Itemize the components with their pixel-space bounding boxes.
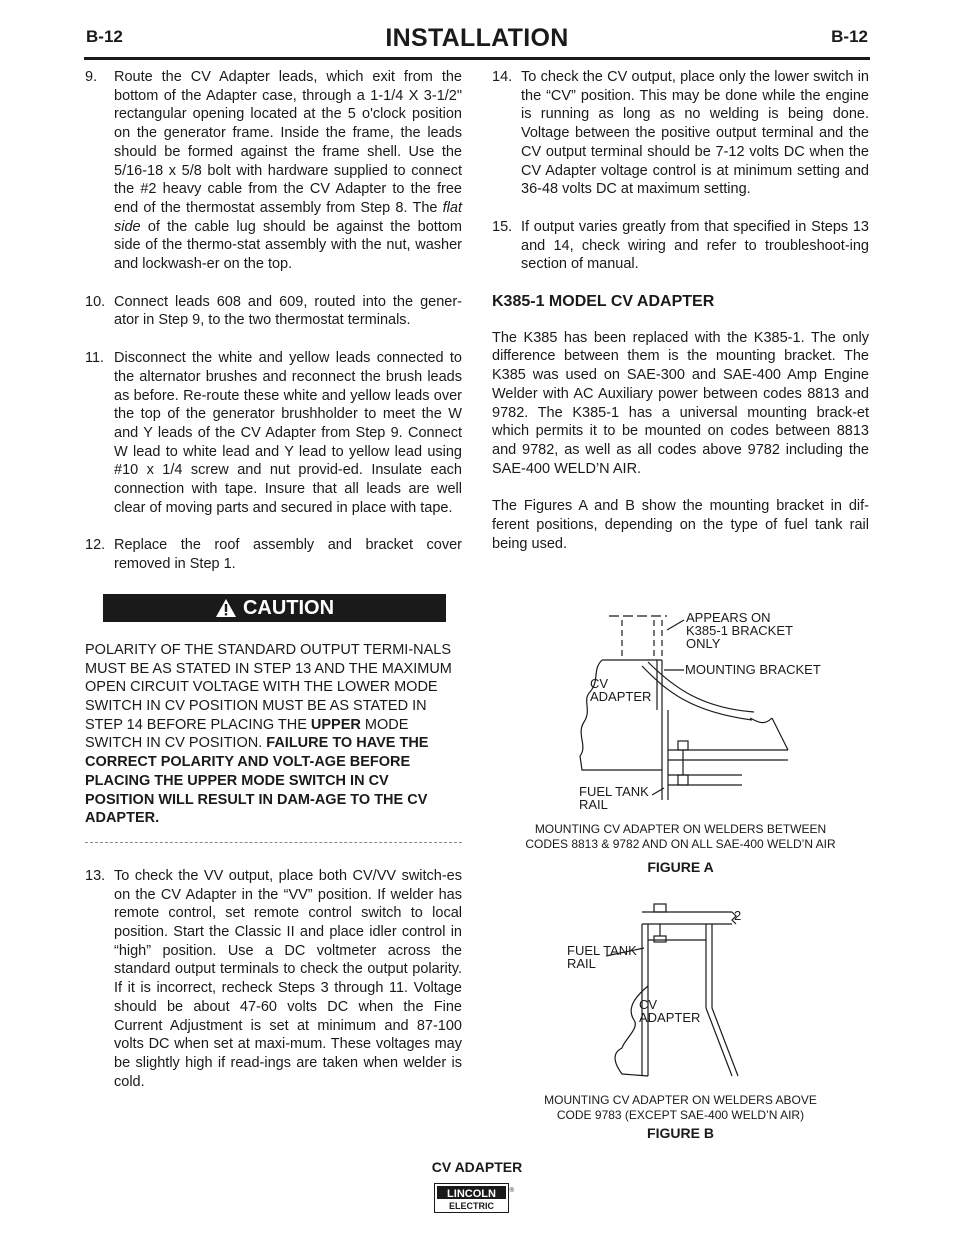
page-title: INSTALLATION — [385, 24, 569, 52]
step-number: 12. — [85, 537, 106, 554]
step-text-italic: flat side — [114, 199, 462, 235]
registered-mark: ® — [509, 1188, 514, 1194]
step-text: To check the CV output, place only the lower switch in the “CV” position. This may be done while the engine is running as long as no welding is being done. Voltage between the positive output terminal and the CV output terminal should be 7-12 volts DC when the CV Adapter voltage control is at minimum setting and 36-48 volts DC at maximum setting. — [521, 69, 869, 198]
fig-a-rail-label: FUEL TANK — [579, 784, 649, 799]
step-text: Disconnect the white and yellow leads connected to the alternator brushes and reconnect the brush leads as before. Re-route these white and yellow leads over the top of the generator brushholder to meet the W and Y leads of the CV Adapter from Step 9. Connect W lead to white lead and Y lead to yellow lead using #10 x 1/4 screw and nut provid-ed. Insulate each connection with tape. Insure that all leads are well clear of moving parts and secured in place with tape. — [114, 350, 462, 516]
step-text: Replace the roof assembly and bracket cover removed in Step 1. — [114, 537, 462, 573]
step-text: If output varies greatly from that specified in Steps 13 and 14, check wiring and refer to troubleshoot-ing section of manual. — [521, 218, 869, 273]
step-11 — [85, 349, 462, 517]
step-9 — [85, 68, 462, 274]
caption-line: MOUNTING CV ADAPTER ON WELDERS ABOVE — [544, 1093, 817, 1107]
dashed-divider — [85, 842, 462, 843]
step-number: 13. — [85, 867, 106, 884]
step-text: To check the VV output, place both CV/VV switch-es on the CV Adapter in the “VV” position. If welder has remote control, set remote control switch to local position. Start the Classic II and place idler control in “high” position. Use a DC voltmeter across the standard output terminals to check the output polarity. If it is incorrect, recheck Steps 3 through 11. Voltage should be about 47-60 volts DC when the Fine Current Adjustment is set at minimum and 87-100 volts DC when set at maxi-mum. These voltages may be slightly high if read-ings are taken when welder is cold. — [114, 867, 462, 1090]
fig-a-cv-label: CV — [590, 676, 609, 691]
step-number: 15. — [492, 218, 513, 235]
caution-text-bold: UPPER — [310, 716, 361, 733]
step-text: Connect leads 608 and 609, routed into the gener-ator in Step 9, to the two thermostat terminals. — [114, 293, 462, 329]
step-10 — [85, 293, 462, 330]
caution-text-bold: FAILURE TO HAVE THE CORRECT POLARITY AND VOLT-AGE BEFORE PLACING THE UPPER MODE SWITCH IN CV POSITION WILL RESULT IN DAM-AGE TO THE CV ADAPTER. — [85, 735, 429, 827]
page-number-right: B-12 — [831, 27, 868, 46]
step-number: 10. — [85, 293, 106, 310]
section-paragraph: The K385 has been replaced with the K385-1. The only difference between them is the mounting bracket. The K385 was used on SAE-300 and SAE-400 Amp Engine Welder with AC Auxiliary power between codes 8813 and 9782. The K385-1 has a universal mounting brack-et which permits it to be mounted on codes between 8813 and 9782, as well as all codes above 9782 including the SAE-400 WELD’N AIR. — [492, 329, 869, 477]
step-14 — [492, 68, 869, 199]
figure-a-title: FIGURE A — [647, 859, 714, 875]
caution-text-part: MODE SWITCH IN CV POSITION. — [85, 716, 409, 752]
section-paragraph: The Figures A and B show the mounting bracket in dif-ferent positions, depending on the type of fuel tank rail being used. — [492, 498, 869, 552]
footer-label: CV ADAPTER — [431, 1159, 523, 1175]
left-column — [85, 68, 462, 1110]
step-number: 14. — [492, 69, 513, 85]
caption-line: CODE 9783 (EXCEPT SAE-400 WELD’N AIR) — [556, 1108, 805, 1122]
fig-a-cv-label: ADAPTER — [590, 689, 652, 704]
header-rule — [84, 57, 870, 60]
figure-b-title: FIGURE B — [647, 1125, 714, 1141]
step-13 — [85, 867, 462, 1091]
figure-b-diagram — [492, 896, 869, 1090]
figure-b-caption — [492, 1093, 869, 1123]
caution-text — [85, 641, 462, 828]
fig-b-cv-label: ADAPTER — [639, 1010, 701, 1025]
warning-triangle-icon — [215, 598, 237, 618]
caution-label: CAUTION — [242, 596, 335, 619]
fig-a-rail-label: RAIL — [579, 797, 608, 812]
right-column — [492, 68, 869, 572]
step-number: 11. — [85, 350, 105, 367]
step-number: 9. — [85, 69, 98, 85]
figure-a-caption — [492, 822, 869, 852]
fig-b-cv-label: CV — [639, 997, 658, 1012]
step-text: of the cable lug should be against the bottom side of the thermo-stat assembly with the nut, washer and lockwash-er on the top. — [114, 218, 462, 273]
section-heading: K385-1 MODEL CV ADAPTER — [492, 293, 715, 311]
fig-b-rail-label: RAIL — [567, 956, 596, 971]
fig-a-mounting-label: MOUNTING BRACKET — [685, 662, 821, 677]
lincoln-electric-logo — [434, 1183, 512, 1213]
fig-b-rail-label: FUEL TANK — [567, 943, 637, 958]
caution-banner — [103, 594, 446, 622]
fig-a-appears-label: ONLY — [686, 636, 721, 651]
caption-line: CODES 8813 & 9782 AND ON ALL SAE-400 WELD’N AIR — [525, 837, 836, 851]
logo-text: ELECTRIC — [449, 1201, 494, 1211]
page-number-left: B-12 — [86, 27, 123, 46]
figure-a-diagram — [492, 600, 869, 818]
logo-text: LINCOLN — [447, 1188, 496, 1200]
fig-a-appears-label: APPEARS ON — [686, 610, 771, 625]
step-text: Route the CV Adapter leads, which exit from the bottom of the Adapter case, through a 1-1/4 X 3-1/2" rectangular opening located at the 5 o'clock position on the generator frame. Inside the frame, the leads should be formed against the frame shell. Use the 5/16-18 x 5/8 bolt with hardware supplied to connect the #2 heavy cable from the CV Adapter to the free end of the thermostat assembly from Step 8. The — [114, 69, 462, 216]
fig-b-number-label: 2 — [734, 908, 742, 923]
fig-a-appears-label: K385-1 BRACKET — [686, 623, 793, 638]
caution-text-part: POLARITY OF THE STANDARD OUTPUT TERMI-NALS MUST BE AS STATED IN STEP 13 AND THE MAXIMUM OPEN CIRCUIT VOLTAGE WITH THE LOWER MODE SWITCH IN CV POSITION MUST BE AS STATED IN STEP 14 BEFORE PLACING THE — [85, 641, 452, 733]
caption-line: MOUNTING CV ADAPTER ON WELDERS BETWEEN — [534, 822, 827, 836]
step-12 — [85, 536, 462, 573]
step-15 — [492, 218, 869, 274]
